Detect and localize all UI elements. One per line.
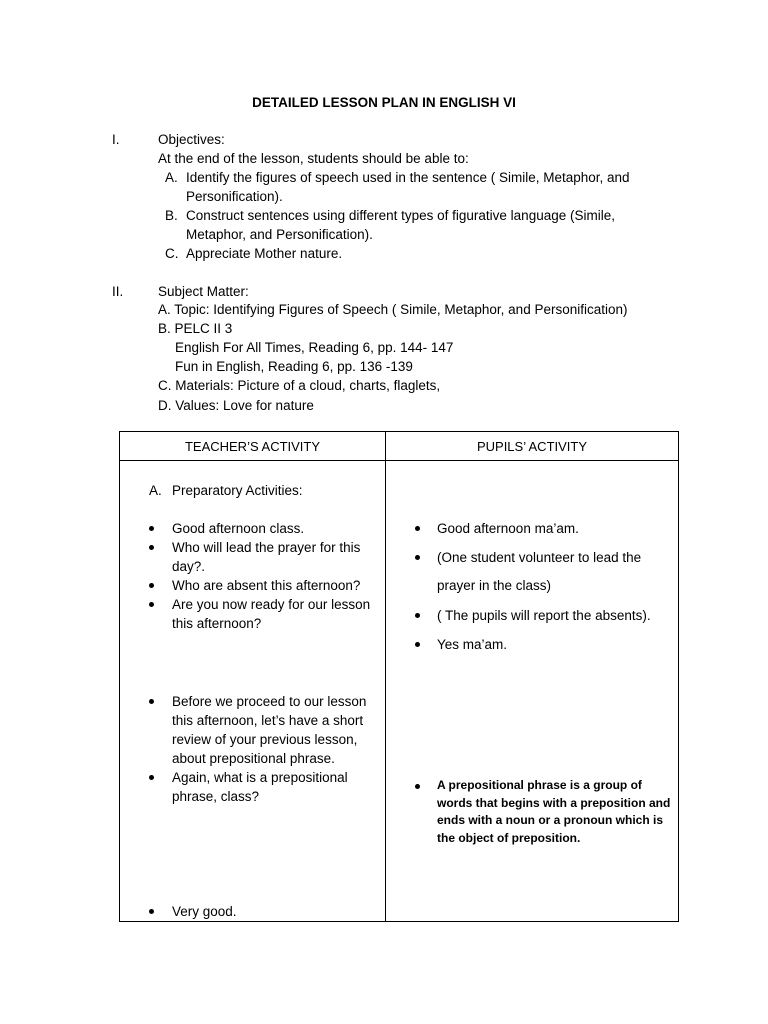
bullet-icon xyxy=(149,602,154,607)
pupil-item: (One student volunteer to lead the xyxy=(437,550,642,565)
teacher-item: Again, what is a prepositional phrase, class? xyxy=(172,770,348,804)
subject-pelc: B. PELC II 3 xyxy=(158,321,233,336)
bullet-icon xyxy=(149,699,154,704)
pupil-item: Good afternoon ma’am. xyxy=(437,521,579,536)
activity-table xyxy=(119,431,679,922)
subject-reference-1: English For All Times, Reading 6, pp. 144- 147 xyxy=(175,340,454,355)
objective-c-line1: Appreciate Mother nature. xyxy=(186,246,343,261)
teacher-item: Good afternoon class. xyxy=(172,521,305,536)
bullet-icon xyxy=(149,583,154,588)
subject-reference-2: Fun in English, Reading 6, pp. 136 -139 xyxy=(175,359,413,374)
bullet-icon xyxy=(149,909,154,914)
objective-marker-c: C. xyxy=(165,246,179,261)
objective-marker-b: B. xyxy=(165,208,178,223)
teacher-item: Are you now ready for our lesson this afternoon? xyxy=(172,597,371,631)
objectives-intro: At the end of the lesson, students should be able to: xyxy=(158,151,469,166)
subject-matter-heading: Subject Matter: xyxy=(158,284,249,299)
pupils-activity-cell xyxy=(386,461,679,922)
bullet-icon xyxy=(415,526,420,531)
pupil-item: Yes ma’am. xyxy=(437,637,508,652)
bullet-icon xyxy=(149,545,154,550)
teacher-activity-header: TEACHER’S ACTIVITY xyxy=(120,432,386,461)
pupils-activity-header: PUPILS’ ACTIVITY xyxy=(386,432,679,461)
objective-a-line1: Identify the figures of speech used in the sentence ( Simile, Metaphor, and xyxy=(186,170,630,185)
teacher-item: Before we proceed to our lesson this afternoon, let’s have a short review of your previous lesson, about prepositional phrase. xyxy=(172,694,367,766)
objective-b-line2: Metaphor, and Personification). xyxy=(186,227,373,242)
bullet-icon xyxy=(149,526,154,531)
objective-marker-a: A. xyxy=(165,170,178,185)
subject-values: D. Values: Love for nature xyxy=(158,398,314,413)
teacher-activity-cell xyxy=(120,461,386,922)
prep-label: Preparatory Activities: xyxy=(172,483,303,498)
document-title: DETAILED LESSON PLAN IN ENGLISH VI xyxy=(252,95,516,110)
subject-topic: A. Topic: Identifying Figures of Speech ( Simile, Metaphor, and Personification) xyxy=(158,302,628,317)
bullet-icon xyxy=(415,784,420,789)
teacher-item: Who are absent this afternoon? xyxy=(172,578,361,593)
subject-materials: C. Materials: Picture of a cloud, charts, flaglets, xyxy=(158,378,441,393)
pupil-item-continuation: prayer in the class) xyxy=(437,578,552,593)
objective-b-line1: Construct sentences using different types of figurative language (Simile, xyxy=(186,208,615,223)
pupil-item: A prepositional phrase is a group of words that begins with a preposition and ends with a noun or a pronoun which is the object of preposition. xyxy=(437,778,671,845)
bullet-icon xyxy=(415,613,420,618)
bullet-icon xyxy=(415,642,420,647)
bullet-icon xyxy=(149,775,154,780)
objectives-heading: Objectives: xyxy=(158,132,225,147)
pupil-item: ( The pupils will report the absents). xyxy=(437,608,651,623)
teacher-item: Who will lead the prayer for this day?. xyxy=(172,540,361,574)
prep-marker: A. xyxy=(149,483,162,498)
section-numeral-subject-matter: II. xyxy=(112,284,124,299)
teacher-item: Very good. xyxy=(172,904,237,919)
section-numeral-objectives: I. xyxy=(112,132,120,147)
bullet-icon xyxy=(415,555,420,560)
objective-a-line2: Personification). xyxy=(186,189,283,204)
